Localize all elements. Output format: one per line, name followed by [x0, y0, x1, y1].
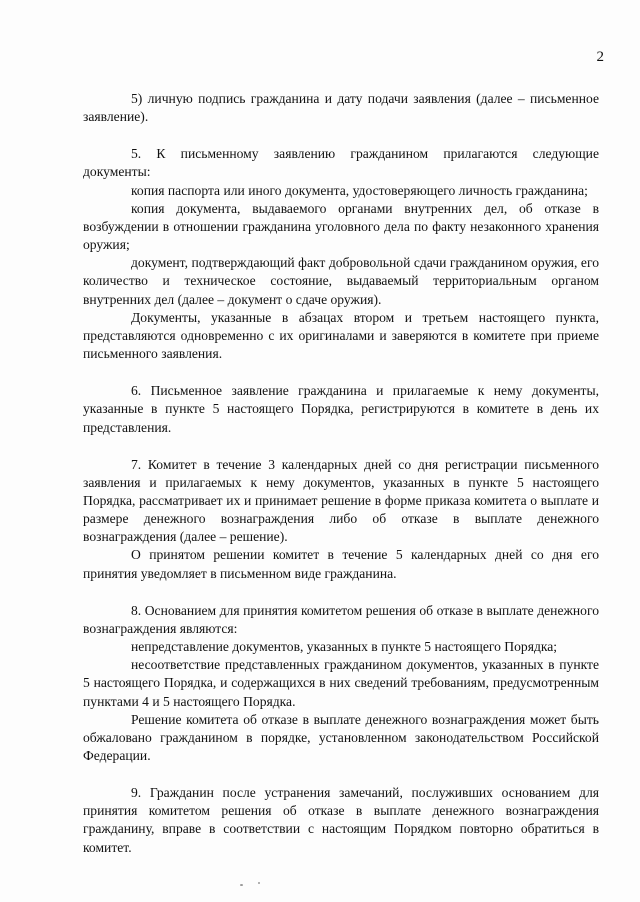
paragraph-clause-7: 7. Комитет в течение 3 календарных дней со дня регистрации письменного заявления и прилагаемых к нему документов, указанных в пункте 5 настоящего Порядка, рассматривает их и принимает решение в форме приказа комитета о выплате и размере денежного вознаграждения либо об отказе в выплате денежного вознаграждения (далее – решение).	[83, 456, 599, 545]
scan-speck	[240, 884, 243, 886]
paragraph-clause-8-appeal: Решение комитета об отказе в выплате денежного вознаграждения может быть обжаловано гражданином в порядке, установленном законодательством Российской Федерации.	[83, 711, 599, 763]
paragraph-clause-8-mismatch: несоответствие представленных гражданином документов, указанных в пункте 5 настоящего Порядка, и содержащихся в них сведений требованиям, предусмотренным пунктами 4 и 5 настоящего Порядка.	[83, 657, 599, 709]
paragraph-clause-5-originals: Документы, указанные в абзацах втором и третьем настоящего пункта, представляются одновременно с их оригиналами и заверяются в комитете при приеме письменного заявления.	[83, 309, 599, 362]
paragraph-clause-5-surrender-doc: документ, подтверждающий факт добровольной сдачи гражданином оружия, его количество и техническое состояние, выдаваемый территориальным органом внутренних дел (далее – документ о сдаче оружия).	[83, 255, 599, 307]
paragraph-item-5: 5) личную подпись гражданина и дату подачи заявления (далее – письменное заявление).	[83, 91, 599, 125]
paragraph-clause-6: 6. Письменное заявление гражданина и прилагаемые к нему документы, указанные в пункте 5 настоящего Порядка, регистрируются в комитете в день их представления.	[83, 383, 599, 435]
paragraph-clause-5-police-doc: копия документа, выдаваемого органами внутренних дел, об отказе в возбуждении в отношении гражданина уголовного дела по факту незаконного хранения оружия;	[83, 200, 599, 253]
paragraph-clause-8: 8. Основанием для принятия комитетом решения об отказе в выплате денежного вознаграждения являются:	[83, 602, 599, 636]
paragraph-clause-7-notice: О принятом решении комитет в течение 5 календарных дней со дня его принятия уведомляет в письменном виде гражданина.	[83, 547, 599, 581]
paragraph-gap	[83, 437, 599, 456]
scan-speck	[258, 882, 260, 884]
paragraph-gap	[83, 126, 599, 145]
page-number: 2	[596, 49, 604, 65]
paragraph-gap	[83, 363, 599, 382]
document-body	[83, 90, 599, 857]
paragraph-gap	[83, 583, 599, 602]
paragraph-clause-5: 5. К письменному заявлению гражданином прилагаются следующие документы:	[83, 146, 599, 180]
paragraph-clause-9: 9. Гражданин после устранения замечаний, послуживших основанием для принятия комитетом решения об отказе в выплате денежного вознаграждения гражданину, вправе в соответствии с настоящим Порядком повторно обратиться в комитет.	[83, 785, 599, 855]
paragraph-gap	[83, 765, 599, 784]
paragraph-clause-8-missing-docs: непредставление документов, указанных в пункте 5 настоящего Порядка;	[131, 639, 558, 655]
paragraph-clause-5-passport: копия паспорта или иного документа, удостоверяющего личность гражданина;	[131, 182, 588, 198]
